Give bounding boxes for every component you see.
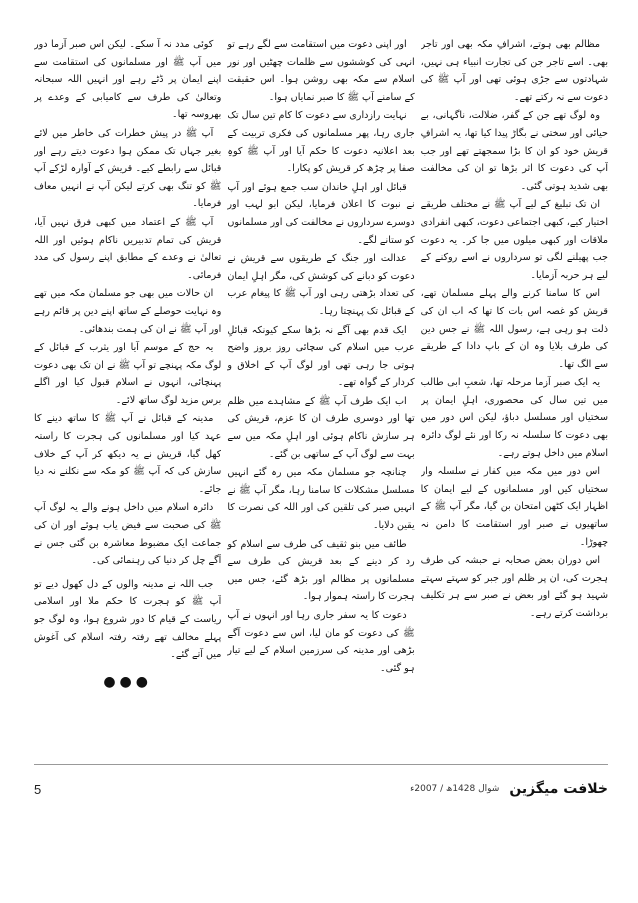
paragraph: وہ لوگ تھے جن کے گفر، ضلالت، ناگہانی، بے حیائی اور سختی نے بگاڑ پیدا کیا تھا، یہ اشرافِ قریش خود کو ان کا بڑا سمجھتے تھے اور جب آپ کی دعوت کا اثر بڑھا تو ان کی مخالفت بھی شدید ہوتی گئی۔ [420,110,608,192]
paragraph: عدالت اور جنگ کے طریقوں سے قریش نے دعوت کو دبانے کی کوشش کی، مگر اہلِ ایمان کی تعداد بڑھتی رہی اور آپ ﷺ کا پیغام عرب کے قبائل تک پہنچتا رہا۔ [227,253,415,317]
article-column-middle [227,36,414,756]
paragraph: اب ایک طرف آپ ﷺ کے مشاہدے میں ظلم تھا اور دوسری طرف ان کا عزم، قریش کی ہر سازش ناکام ہوئی اور اہلِ مکہ میں سے بہت سے لوگ آپ کے ساتھی بن گئے۔ [227,395,415,460]
paragraph: اس دوران بعض صحابہ نے حبشہ کی طرف ہجرت کی، ان پر ظلم اور جبر کو سہتے سہتے شہید ہو گئے اور بعض نے صبر سے ہر تکلیف برداشت کرتے رہے۔ [420,555,608,619]
paragraph: یہ حج کے موسم آیا اور یثرب کے قبائل کے لوگ مکہ پہنچے تو آپ ﷺ نے ان تک بھی دعوت پہنچائی، انہوں نے اسلام قبول کیا اور اگلے برس مزید لوگ ساتھ لائے۔ [34,342,222,406]
paragraph: آپ ﷺ کے اعتماد میں کبھی فرق نہیں آیا، قریش کی تمام تدبیریں ناکام ہوئیں اور اللہ تعالیٰ نے وعدے کے مطابق اپنے رسول کی مدد فرمائی۔ [34,216,222,281]
article-column-left [34,36,221,756]
paragraph: نہایت رازداری سے دعوت کا کام تین سال تک جاری رہا، پھر مسلمانوں کی فکری تربیت کے بعد اعلانیہ دعوت کا حکم آیا اور آپ ﷺ کوہِ صفا پر چڑھ کر قریش کو پکارا۔ [227,110,415,175]
paragraph: آپ ﷺ در پیش خطرات کی خاطر میں لائے بغیر جہاں تک ممکن ہوا دعوت دیتے رہے اور قبائل سے رابطے کیے۔ قریش کے آوارہ لڑکے آپ ﷺ کو تنگ بھی کرتے لیکن آپ نے انہیں معاف فرمایا۔ [34,127,222,210]
paragraph: ان حالات میں بھی جو مسلمان مکہ میں تھے وہ نہایت حوصلے کے ساتھ اپنے دین پر قائم رہے اور آپ ﷺ نے ان کی ہمت بندھائی۔ [34,288,222,335]
end-of-article-mark: ●●● [103,673,152,690]
paragraph: اور اپنی دعوت میں استقامت سے لگے رہے تو انہی کی کوششوں سے ظلمات چھٹیں اور نور اسلام سے مکہ بھی روشن ہوا۔ اس حقیقت کے سامنے آپ ﷺ کا صبر نمایاں ہوا۔ [227,39,415,103]
page-number: 5 [34,781,42,797]
paragraph: دائرہ اسلام میں داخل ہونے والے یہ لوگ آپ ﷺ کی صحبت سے فیض یاب ہوئے اور ان کی جماعت ایک مضبوط معاشرہ بن گئی جس نے آگے چل کر دنیا کی رہنمائی کی۔ [34,502,222,567]
paragraph: مدینہ کے قبائل نے آپ ﷺ کا ساتھ دینے کا عہد کیا اور مسلمانوں کی ہجرت کا راستہ کھل گیا، قریش نے یہ دیکھ کر آپ کے خلاف سازش کی کہ آپ ﷺ کو مکہ سے نکلنے نہ دیا جائے۔ [34,413,222,495]
paragraph: یہ ایک صبر آزما مرحلہ تھا، شعبِ ابی طالب میں تین سال کی محصوری، اہلِ ایمان پر سختیاں اور مسلسل دباؤ، لیکن اس دور میں بھی دعوت کا سلسلہ نہ رکا اور نئے لوگ دائرہ اسلام میں داخل ہوتے رہے۔ [420,377,608,459]
paragraph: چنانچہ جو مسلمان مکہ میں رہ گئے انہیں مسلسل مشکلات کا سامنا رہا، مگر آپ ﷺ نے انہیں صبر کی تلقین کی اور اللہ کی نصرت کا یقین دلایا۔ [227,467,415,532]
paragraph: دعوت کا یہ سفر جاری رہا اور انہوں نے آپ ﷺ کی دعوت کو مان لیا، اس سے دعوت آگے بڑھی اور مدینہ کی سرزمین اسلام کے لیے تیار ہو گئی۔ [227,610,415,674]
paragraph: ان تک تبلیغ کے لیے آپ ﷺ نے مختلف طریقے اختیار کیے، کبھی اجتماعی دعوت، کبھی انفرادی ملاقات اور کبھی میلوں میں جا کر۔ یہ دعوت جب پھیلنے لگی تو سرداروں نے اسے روکنے کے لیے ہر حربہ آزمایا۔ [420,199,608,281]
paragraph: قبائل اور اہلِ خاندان سب جمع ہوئے اور آپ نے نبوت کا اعلان فرمایا، لیکن ابو لہب اور دوسرے سرداروں نے مخالفت کی اور مسلمانوں کو ستانے لگے۔ [227,181,415,246]
paragraph: طائف میں بنو ثقیف کی طرف سے اسلام کو رد کر دینے کے بعد قریش کی طرف سے مسلمانوں پر مظالم اور بڑھ گئے، جس میں ہجرت کا راستہ ہموار ہوا۔ [227,538,415,603]
closing-paragraph: جب اللہ نے مدینہ والوں کے دل کھول دیے تو آپ ﷺ کو ہجرت کا حکم ملا اور اسلامی ریاست کے قیام کا دور شروع ہوا، وہ لوگ جو پہلے مخالف تھے رفتہ رفتہ اسلام کی آغوش میں آتے گئے۔ [34,578,222,661]
paragraph: اس دور میں مکہ میں کفار نے سلسلہ وار سختیاں کیں اور مسلمانوں کے لیے ایمان کا اظہار ایک کٹھن امتحان بن گیا، مگر آپ ﷺ کے ساتھیوں نے صبر اور استقامت کا دامن نہ چھوڑا۔ [420,466,608,548]
article-columns [34,36,608,756]
page-footer [34,778,608,800]
paragraph: کوئی مدد نہ آ سکے۔ لیکن اس صبر آزما دور میں آپ ﷺ اور مسلمانوں کی استقامت سے اپنے ایمان پر ڈٹے رہے اور انہیں اللہ سبحانہ وتعالیٰ کی طرف سے کامیابی کے وعدے پر بھروسہ تھا۔ [34,39,222,121]
footer-masthead [410,781,608,797]
issue-date: شوال 1428ھ / 2007ء [410,784,500,794]
paragraph: ایک قدم بھی آگے نہ بڑھا سکے کیونکہ قبائلِ عرب میں اسلام کی سچائی روز بروز واضح ہوتی جا رہی تھی اور لوگ آپ کے اخلاق و کردار کے گواہ تھے۔ [227,324,415,389]
magazine-name: خلافت میگزین [509,781,608,797]
paragraph: اس کا سامنا کرنے والے پہلے مسلمان تھے، قریش کو غصہ اس بات کا تھا کہ اب ان کی ذلت ہو رہی ہے، رسول اللہ ﷺ نے جس دین کی طرف بلایا وہ ان کے باپ دادا کے طریقے سے الگ تھا۔ [420,288,608,370]
article-column-right [421,36,608,756]
footer-divider [34,764,608,765]
paragraph: مظالم بھی ہوتے، اشرافِ مکہ بھی اور تاجر بھی۔ اسے تاجر جن کی تجارت انبیاء ہی نہیں، شہادتوں سے جڑی ہوئی تھی اور آپ ﷺ کی دعوت سے نہ رکتے تھے۔ [420,39,608,103]
